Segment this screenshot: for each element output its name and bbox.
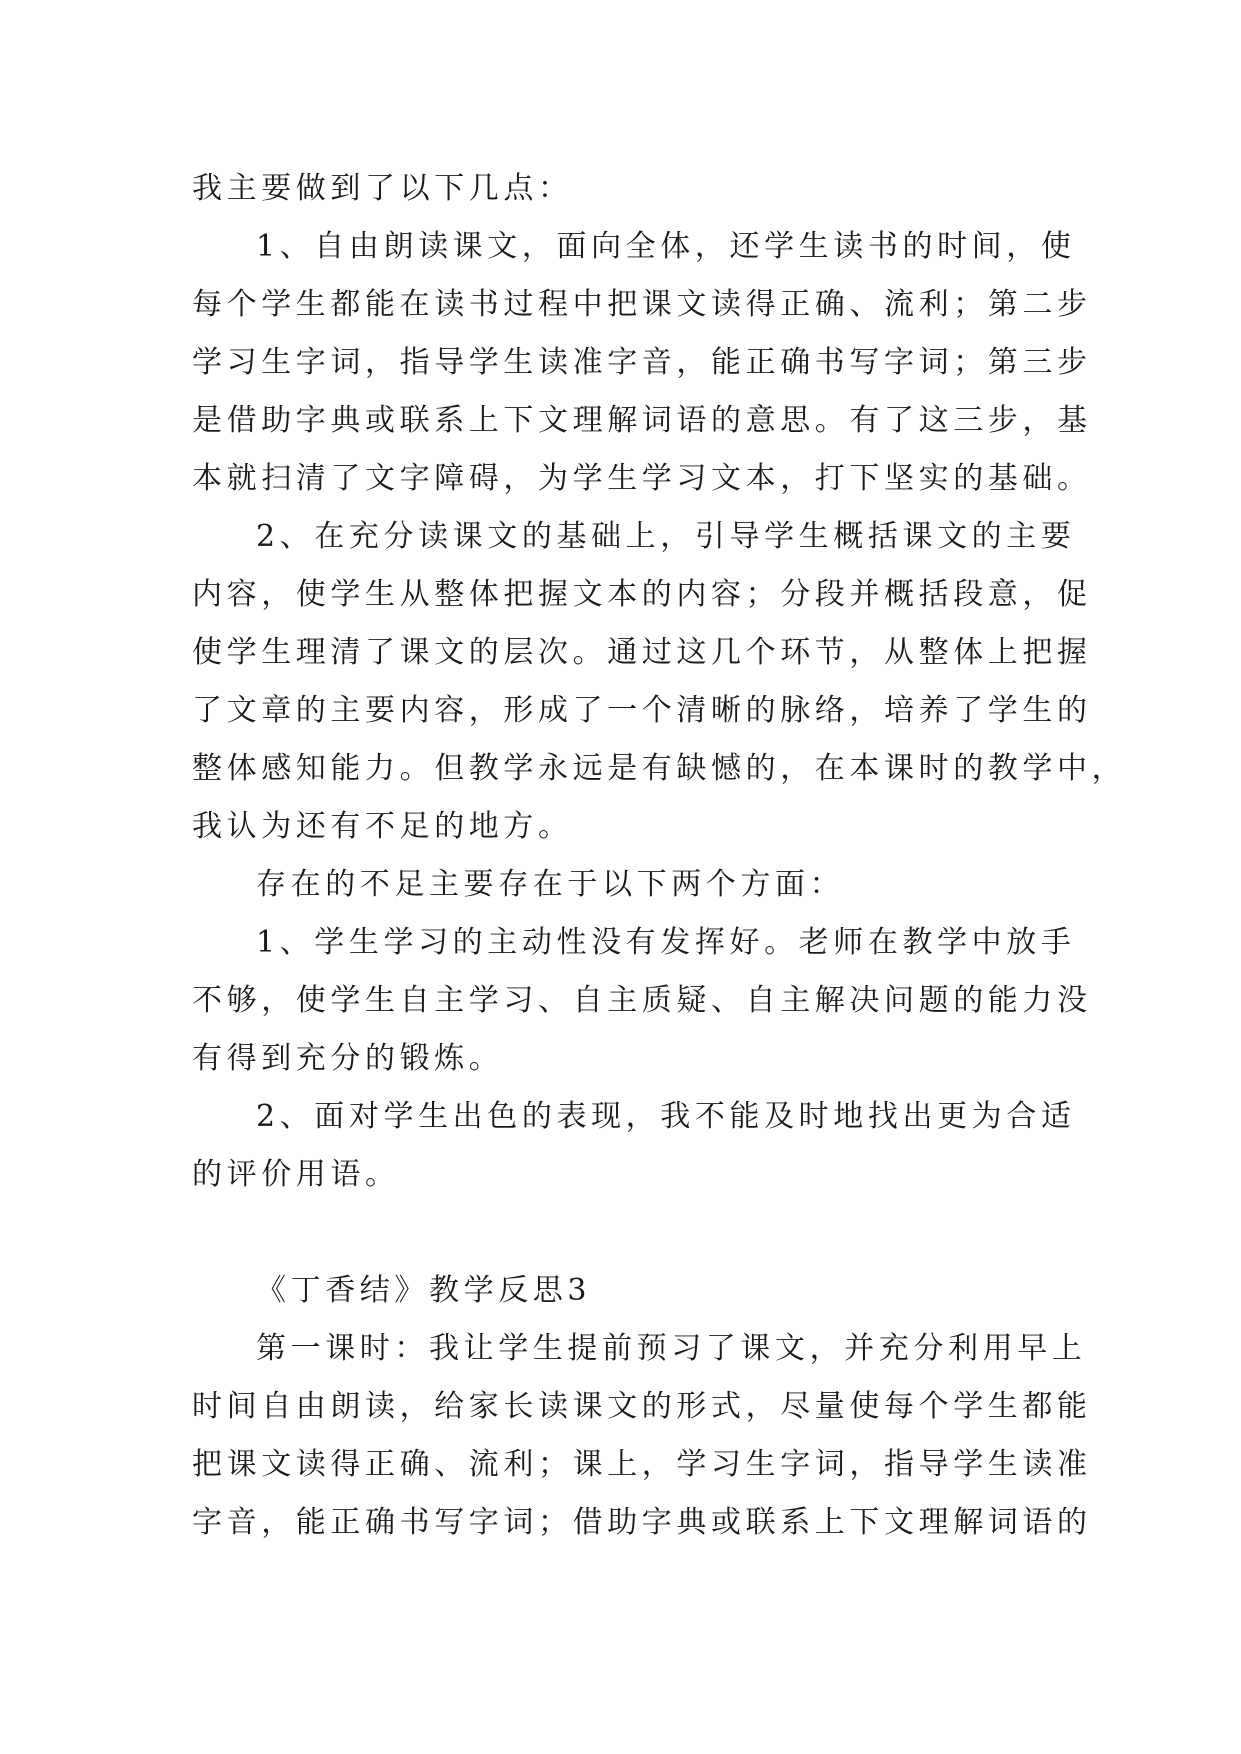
text-line: 有得到充分的锻炼。 [192, 1041, 504, 1076]
text-line: 使学生理清了课文的层次。通过这几个环节，从整体上把握 [192, 635, 1092, 670]
text-line: 2、面对学生出色的表现，我不能及时地找出更为合适 [256, 1099, 1076, 1134]
text-line: 本就扫清了文字障碍，为学生学习文本，打下坚实的基础。 [192, 461, 1092, 496]
document-page [192, 160, 1127, 1552]
text-line: 1、自由朗读课文，面向全体，还学生读书的时间，使 [256, 229, 1076, 264]
text-line: 不够，使学生自主学习、自主质疑、自主解决问题的能力没 [192, 983, 1092, 1018]
text-line: 是借助字典或联系上下文理解词语的意思。有了这三步，基 [192, 403, 1092, 438]
section-heading: 《丁香结》教学反思3 [256, 1273, 592, 1308]
text-line: 时间自由朗读，给家长读课文的形式，尽量使每个学生都能 [192, 1389, 1092, 1424]
text-line: 每个学生都能在读书过程中把课文读得正确、流利；第二步 [192, 287, 1092, 322]
text-line: 学习生字词，指导学生读准字音，能正确书写字词；第三步 [192, 345, 1092, 380]
text-line: 1、学生学习的主动性没有发挥好。老师在教学中放手 [256, 925, 1076, 960]
section-gap [192, 1204, 1052, 1262]
text-line: 我主要做到了以下几点： [192, 171, 573, 206]
text-line: 字音，能正确书写字词；借助字典或联系上下文理解词语的 [192, 1505, 1092, 1540]
text-line: 的评价用语。 [192, 1157, 400, 1192]
text-line: 把课文读得正确、流利；课上，学习生字词，指导学生读准 [192, 1447, 1092, 1482]
text-line: 第一课时：我让学生提前预习了课文，并充分利用早上 [256, 1331, 1087, 1366]
text-line: 存在的不足主要存在于以下两个方面： [256, 867, 845, 902]
text-line: 2、在充分读课文的基础上，引导学生概括课文的主要 [256, 519, 1076, 554]
text-line: 整体感知能力。但教学永远是有缺憾的，在本课时的教学中， [192, 751, 1127, 786]
text-line: 了文章的主要内容，形成了一个清晰的脉络，培养了学生的 [192, 693, 1092, 728]
text-line: 内容，使学生从整体把握文本的内容；分段并概括段意，促 [192, 577, 1092, 612]
text-line: 我认为还有不足的地方。 [192, 809, 573, 844]
